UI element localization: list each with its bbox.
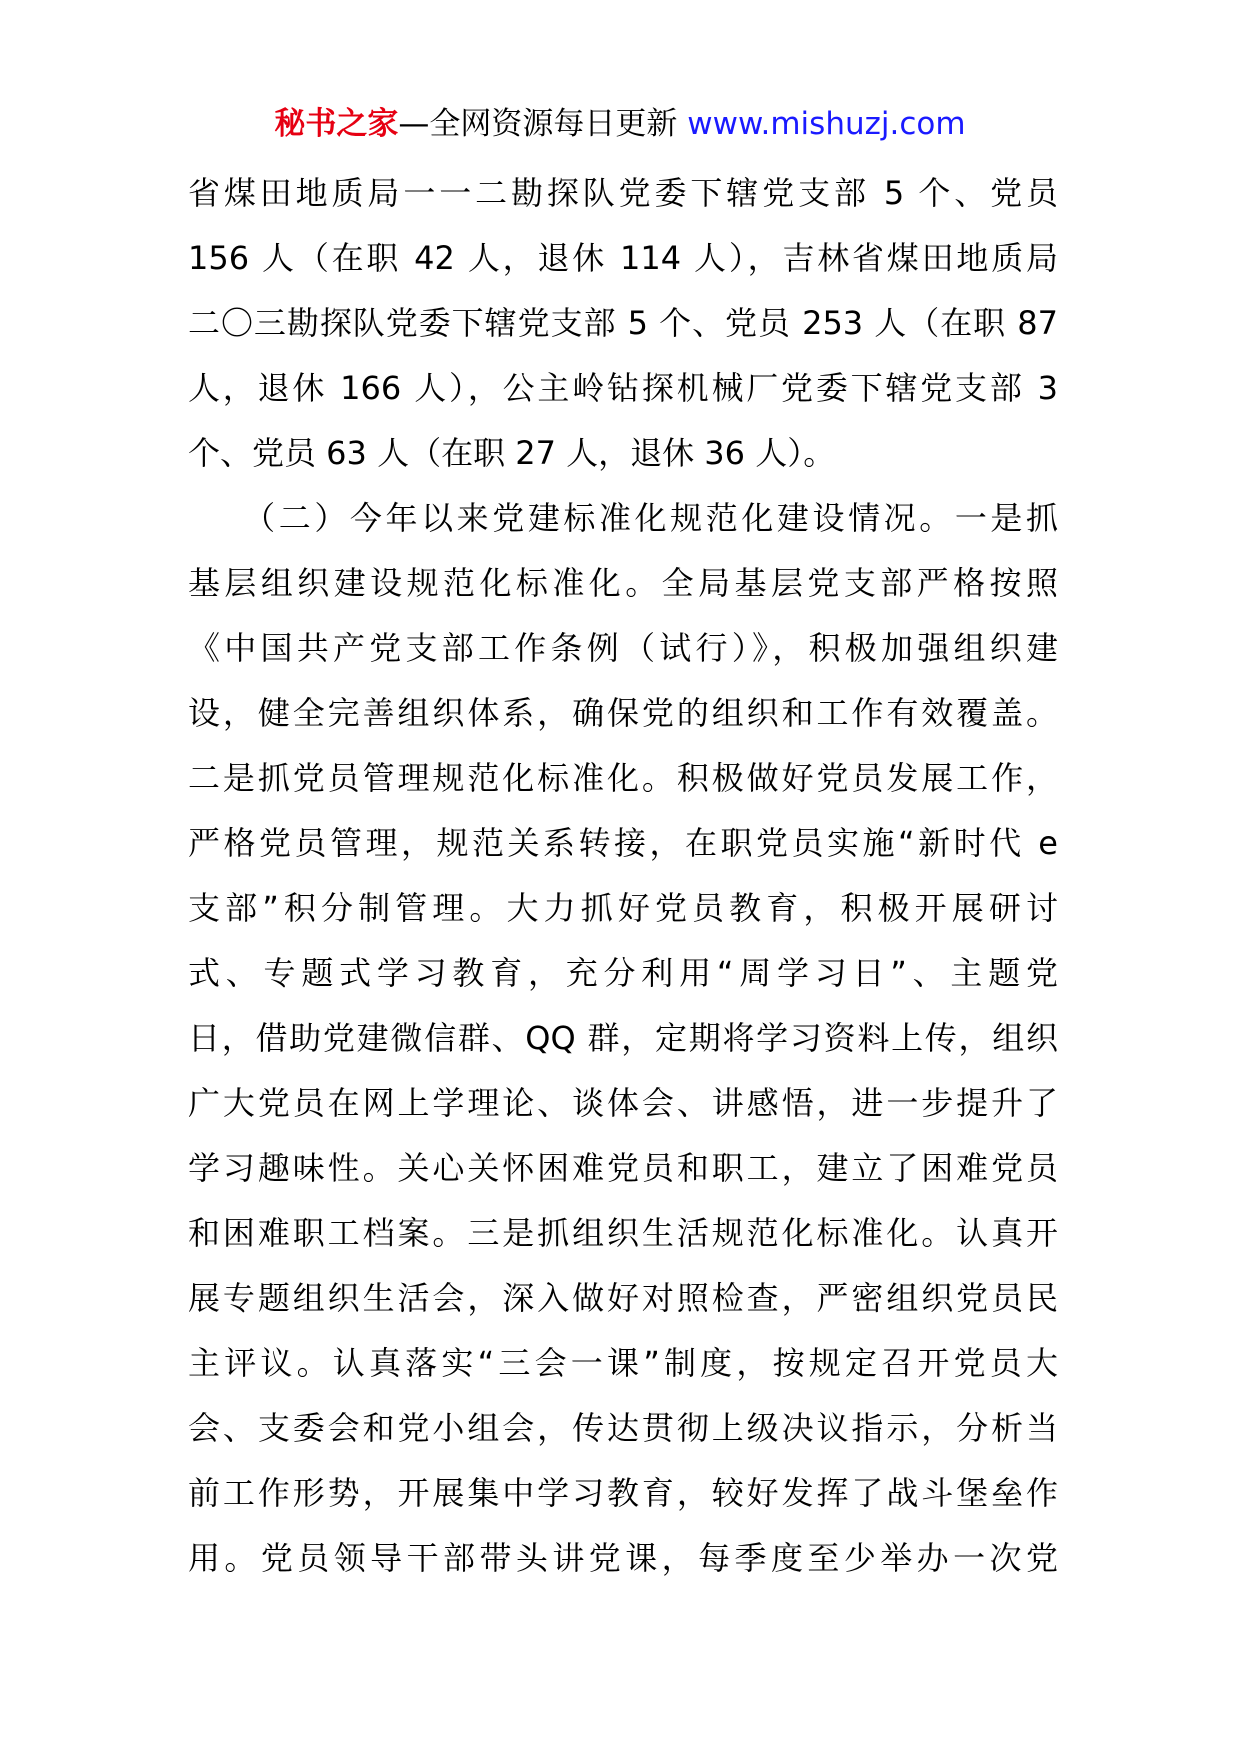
text-line: 日，借助党建微信群、QQ 群，定期将学习资料上传，组织: [188, 1019, 1058, 1057]
text-line: 《中国共产党支部工作条例（试行）》，积极加强组织建: [188, 629, 1058, 667]
text-line: 支部”积分制管理。大力抓好党员教育，积极开展研讨: [188, 889, 1058, 927]
text-line: 二〇三勘探队党委下辖党支部 5 个、党员 253 人（在职 87: [188, 304, 1058, 342]
text-line: 主评议。认真落实“三会一课”制度，按规定召开党员大: [188, 1344, 1058, 1382]
text-line: 用。党员领导干部带头讲党课，每季度至少举办一次党: [188, 1539, 1058, 1577]
text-line: 和困难职工档案。三是抓组织生活规范化标准化。认真开: [188, 1214, 1058, 1252]
page-header: [0, 102, 1240, 146]
text-line: 前工作形势，开展集中学习教育，较好发挥了战斗堡垒作: [188, 1474, 1058, 1512]
site-url-link[interactable]: www.mishuzj.com: [687, 106, 966, 142]
text-line: 人，退休 166 人），公主岭钻探机械厂党委下辖党支部 3: [188, 369, 1058, 407]
text-line: 展专题组织生活会，深入做好对照检查，严密组织党员民: [188, 1279, 1058, 1317]
text-line: 二是抓党员管理规范化标准化。积极做好党员发展工作，: [188, 759, 1058, 797]
text-line: 156 人（在职 42 人，退休 114 人），吉林省煤田地质局: [188, 239, 1058, 277]
text-line: 广大党员在网上学理论、谈体会、讲感悟，进一步提升了: [188, 1084, 1058, 1122]
site-tagline: —全网资源每日更新: [398, 106, 688, 142]
text-line: 严格党员管理，规范关系转接，在职党员实施“新时代 e: [188, 824, 1058, 862]
site-brand: 秘书之家: [274, 106, 399, 142]
text-line: 会、支委会和党小组会，传达贯彻上级决议指示，分析当: [188, 1409, 1058, 1447]
document-body: [188, 161, 1058, 1591]
text-line: 学习趣味性。关心关怀困难党员和职工，建立了困难党员: [188, 1149, 1058, 1187]
text-line: 省煤田地质局一一二勘探队党委下辖党支部 5 个、党员: [188, 174, 1058, 212]
text-line: 式、专题式学习教育，充分利用“周学习日”、主题党: [188, 954, 1058, 992]
section-heading-line: （二）今年以来党建标准化规范化建设情况。一是抓: [188, 499, 1058, 537]
text-line: 个、党员 63 人（在职 27 人，退休 36 人）。: [188, 434, 836, 472]
text-line: 设，健全完善组织体系，确保党的组织和工作有效覆盖。: [188, 694, 1058, 732]
text-line: 基层组织建设规范化标准化。全局基层党支部严格按照: [188, 564, 1058, 602]
